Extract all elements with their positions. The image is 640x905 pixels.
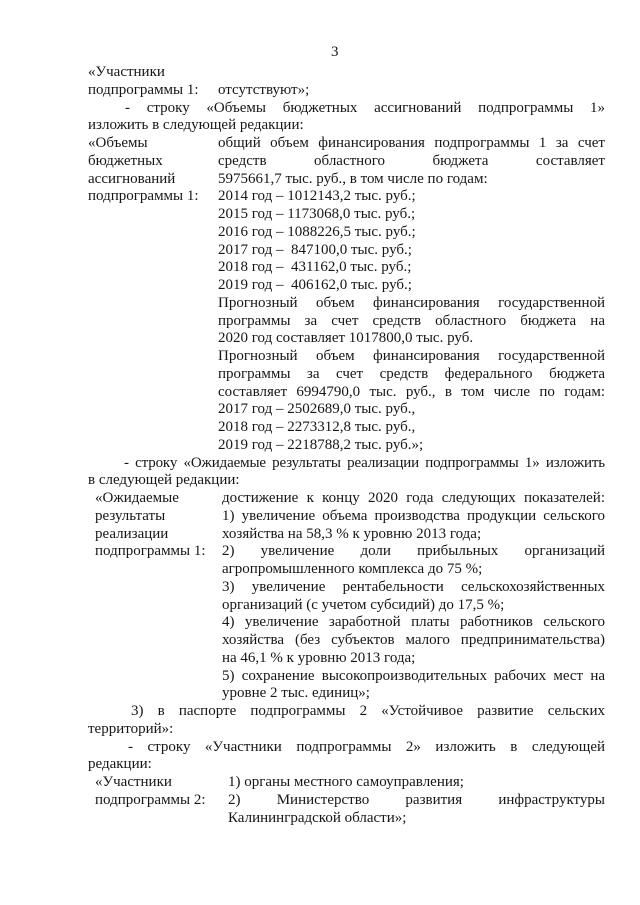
- indicator-line: 1) увеличение объема производства продукции сельского: [222, 507, 605, 524]
- year-amount-line: 2016 год – 1088226,5 тыс. руб.;: [218, 223, 416, 240]
- subprogram-2-instruction-line: редакции:: [88, 756, 152, 773]
- label-line: бюджетных: [88, 152, 163, 169]
- participants-1-value: [218, 64, 605, 100]
- expected-results-label: [95, 490, 222, 703]
- participants-1-entry: [88, 64, 605, 100]
- budget-allocations-value: [218, 135, 605, 455]
- value-line: программы за счет средств областного бюджета на: [218, 312, 605, 329]
- year-amount-line: 2014 год – 1012143,2 тыс. руб.;: [218, 188, 416, 205]
- results-instruction-line: - строку «Ожидаемые результаты реализации подпрограммы 1» изложить: [124, 454, 605, 471]
- participants-1-label: [88, 64, 218, 100]
- indicator-line: организаций (с учетом субсидий) до 17,5 %;: [222, 596, 505, 613]
- value-line: 2020 год составляет 1017800,0 тыс. руб.: [218, 330, 474, 347]
- subprogram-2-instruction-line: 3) в паспорте подпрограммы 2 «Устойчивое развитие сельских: [131, 703, 605, 719]
- year-amount-line: 2018 год – 2273312,8 тыс. руб.,: [218, 419, 416, 435]
- value-line: 2) Министерство развития инфраструктуры: [228, 791, 605, 808]
- subprogram-2-instruction-line: территорий»:: [88, 720, 174, 737]
- subprogram-2-instruction-line: - строку «Участники подпрограммы 2» изложить в следующей: [128, 738, 605, 755]
- label-line: подпрограммы 1:: [95, 543, 206, 560]
- label-line: подпрограммы 2:: [95, 791, 206, 808]
- label-line: реализации: [95, 525, 169, 542]
- label-line: «Участники: [95, 774, 172, 790]
- label-line: ассигнований: [88, 170, 176, 187]
- year-amount-line: 2018 год – 431162,0 тыс. руб.;: [218, 259, 412, 276]
- value-line: общий объем финансирования подпрограммы 1 за счет: [218, 135, 605, 151]
- year-amount-line: 2019 год – 2218788,2 тыс. руб.»;: [218, 436, 424, 453]
- value-line: программы за счет средств федерального бюджета: [218, 365, 605, 382]
- indicator-line: уровне 2 тыс. единиц»;: [222, 685, 370, 702]
- year-amount-line: 2015 год – 1173068,0 тыс. руб.;: [218, 206, 416, 222]
- label-line: «Участники: [88, 64, 165, 80]
- year-amount-line: 2019 год – 406162,0 тыс. руб.;: [218, 277, 412, 293]
- value-line: Калининградской области»;: [228, 809, 407, 826]
- label-line: подпрограммы 1:: [88, 188, 199, 205]
- value-line: 5975661,7 тыс. руб., в том числе по годам:: [218, 170, 488, 187]
- indicator-line: 2) увеличение доли прибыльных организаций: [222, 543, 605, 560]
- year-amount-line: 2017 год – 2502689,0 тыс. руб.,: [218, 401, 416, 418]
- year-amount-line: 2017 год – 847100,0 тыс. руб.;: [218, 241, 412, 258]
- indicator-line: 5) сохранение высокопроизводительных рабочих мест на: [222, 667, 605, 684]
- value-line: Прогнозный объем финансирования государственной: [218, 294, 605, 311]
- indicator-line: агропромышленного комплекса до 75 %;: [222, 561, 483, 577]
- value-line: составляет 6994790,0 тыс. руб., в том числе по годам:: [218, 383, 605, 400]
- indicator-line: хозяйства (без субъектов малого предпринимательства): [222, 632, 605, 648]
- value-line: достижение к концу 2020 года следующих показателей:: [222, 490, 605, 506]
- indicator-line: хозяйства на 58,3 % к уровню 2013 года;: [222, 525, 482, 542]
- indicator-line: на 46,1 % к уровню 2013 года;: [222, 649, 416, 666]
- budget-instruction-line: - строку «Объемы бюджетных ассигнований подпрограммы 1»: [125, 99, 605, 116]
- participants-2-value: [228, 774, 605, 827]
- label-line: результаты: [95, 507, 166, 524]
- value-line: Прогнозный объем финансирования государственной: [218, 348, 605, 364]
- budget-allocations-label: [88, 135, 218, 455]
- expected-results-value: [222, 490, 605, 703]
- blank-line: [218, 64, 605, 82]
- value-line: отсутствуют»;: [218, 81, 310, 98]
- value-line: средств областного бюджета составляет: [218, 152, 605, 169]
- budget-instruction-line: изложить в следующей редакции:: [88, 117, 304, 134]
- label-line: «Ожидаемые: [95, 490, 179, 506]
- label-line: подпрограммы 1:: [88, 81, 199, 98]
- page-content: [88, 64, 605, 827]
- indicator-line: 4) увеличение заработной платы работников сельского: [222, 614, 605, 631]
- budget-allocations-entry: [88, 135, 605, 455]
- results-instruction-line: в следующей редакции:: [88, 472, 240, 489]
- participants-2-entry: [95, 774, 605, 827]
- value-line: 1) органы местного самоуправления;: [228, 774, 464, 790]
- label-line: «Объемы: [88, 135, 148, 151]
- expected-results-entry: [95, 490, 605, 703]
- participants-2-label: [95, 774, 228, 827]
- page-number: 3: [331, 44, 339, 60]
- indicator-line: 3) увеличение рентабельности сельскохозяйственных: [222, 578, 605, 595]
